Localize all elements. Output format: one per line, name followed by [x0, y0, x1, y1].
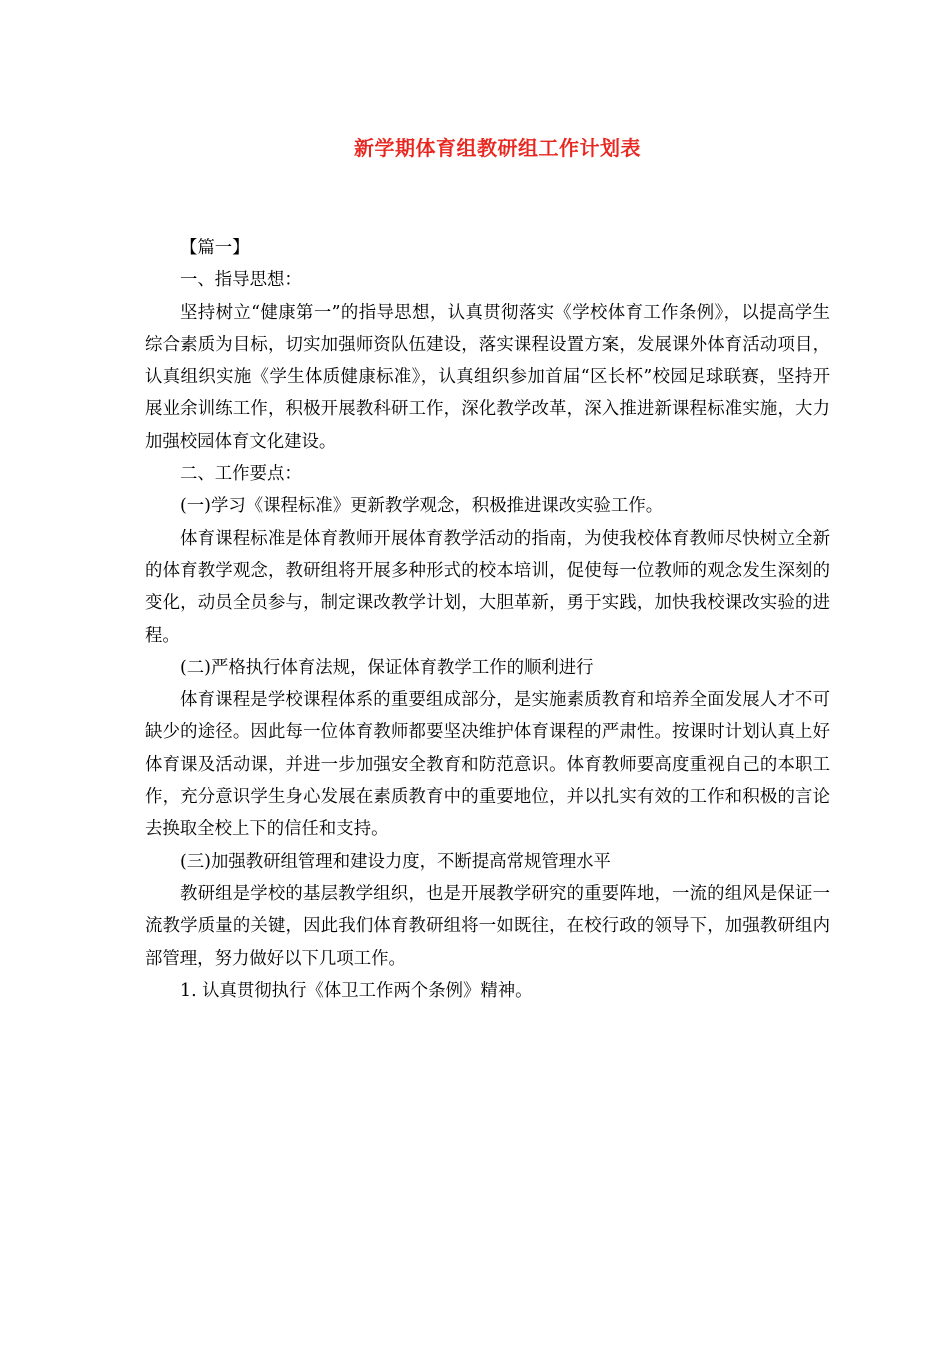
heading-work-points: 二、工作要点： — [180, 464, 302, 485]
list-item-1: 1. 认真贯彻执行《体卫工作两个条例》精神。 — [180, 980, 533, 1001]
section-tag: 【篇一】 — [180, 238, 250, 258]
document-page — [0, 132, 950, 1362]
document-title: 新学期体育组教研组工作计划表 — [354, 136, 641, 160]
heading-guiding-ideology: 一、指导思想： — [180, 270, 302, 291]
subheading-group-management: (三)加强教研组管理和建设力度，不断提高常规管理水平 — [180, 851, 611, 872]
subheading-sports-regulations: (二)严格执行体育法规，保证体育教学工作的顺利进行 — [180, 657, 594, 678]
paragraph-group-management: 教研组是学校的基层教学组织，也是开展教学研究的重要阵地，一流的组风是保证一流教学质量的关键，因此我们体育教研组将一如既往，在校行政的领导下，加强教研组内部管理，努力做好以下几项工作。 — [145, 883, 830, 969]
document-body — [145, 232, 830, 1007]
paragraph-guiding-ideology: 坚持树立“健康第一”的指导思想，认真贯彻落实《学校体育工作条例》，以提高学生综合素质为目标，切实加强师资队伍建设，落实课程设置方案，发展课外体育活动项目，认真组织实施《学生体质健康标准》，认真组织参加首届“区长杯”校园足球联赛，坚持开展业余训练工作，积极开展教科研工作，深化教学改革，深入推进新课程标准实施，大力加强校园体育文化建设。 — [145, 302, 830, 452]
paragraph-sports-regulations: 体育课程是学校课程体系的重要组成部分，是实施素质教育和培养全面发展人才不可缺少的途径。因此每一位体育教师都要坚决维护体育课程的严肃性。按课时计划认真上好体育课及活动课，并进一步加强安全教育和防范意识。体育教师要高度重视自己的本职工作，充分意识学生身心发展在素质教育中的重要地位，并以扎实有效的工作和积极的言论去换取全校上下的信任和支持。 — [145, 690, 830, 840]
subheading-curriculum-standards: (一)学习《课程标准》更新教学观念，积极推进课改实验工作。 — [180, 496, 664, 517]
paragraph-curriculum-standards: 体育课程标准是体育教师开展体育教学活动的指南，为使我校体育教师尽快树立全新的体育教学观念，教研组将开展多种形式的校本培训，促使每一位教师的观念发生深刻的变化，动员全员参与，制定课改教学计划，大胆革新，勇于实践，加快我校课改实验的进程。 — [145, 528, 830, 646]
